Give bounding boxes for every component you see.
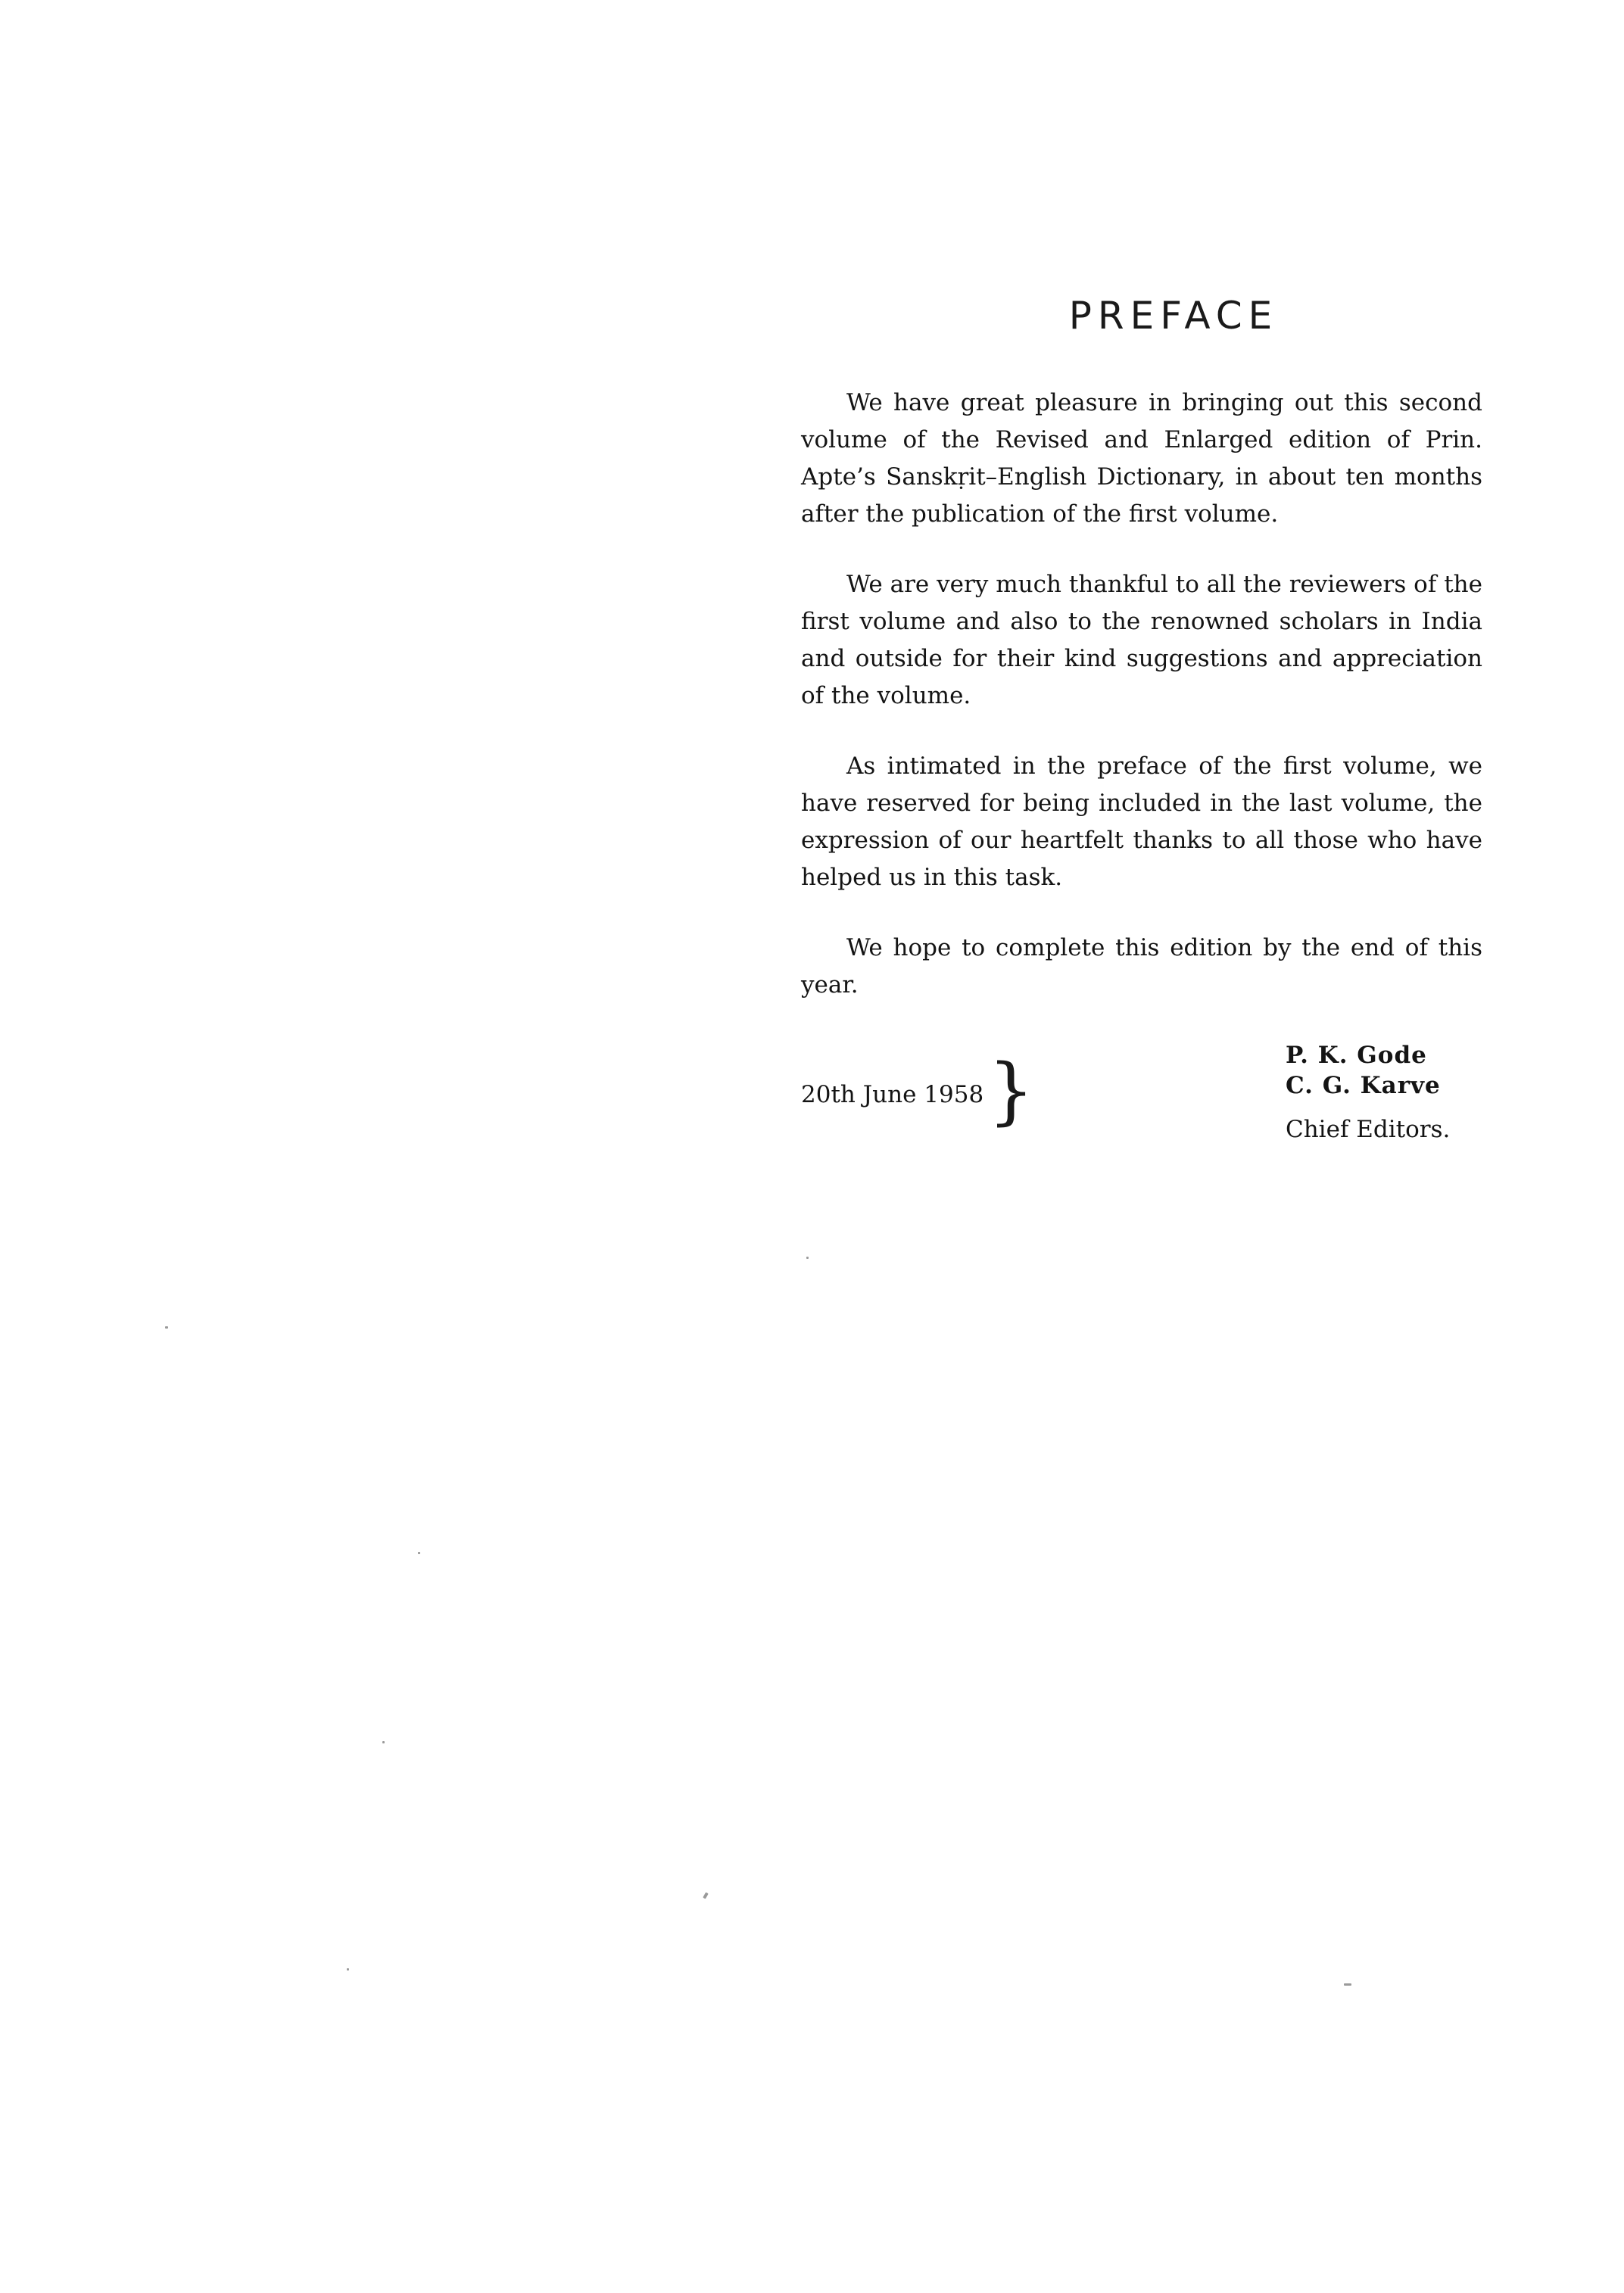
page-title: PREFACE xyxy=(1068,294,1279,338)
scan-speck xyxy=(382,1741,385,1743)
scan-speck xyxy=(703,1893,708,1899)
paragraph: We are very much thankful to all the reviewers of the first volume and also to the renowned scholars in India and outside for their kind suggestions and appreciation of the volume. xyxy=(801,571,1482,709)
preface-date: 20th June 1958 xyxy=(801,1081,984,1108)
scan-speck xyxy=(165,1326,168,1329)
scan-speck xyxy=(347,1968,349,1971)
paragraph: As intimated in the preface of the first volume, we have reserved for being included in the last volume, the expression of our heartfelt thanks to all those who have helped us in this task. xyxy=(801,752,1482,891)
signatory-role: Chief Editors. xyxy=(1286,1116,1451,1143)
signature-block xyxy=(1286,1040,1450,1148)
scan-speck xyxy=(418,1552,420,1554)
scan-speck xyxy=(806,1257,809,1259)
curly-brace-icon: } xyxy=(988,1048,1035,1133)
paragraph: We have great pleasure in bringing out this second volume of the Revised and Enlarged edition of Prin. Apte’s Sanskṛit–English Dictionary, in about ten months after the publication of the first volume. xyxy=(801,389,1482,528)
scan-speck xyxy=(1344,1983,1351,1986)
signatory-name: C. G. Karve xyxy=(1286,1072,1441,1099)
paragraph: We hope to complete this edition by the end of this year. xyxy=(801,934,1482,999)
signatory-name: P. K. Gode xyxy=(1286,1042,1427,1069)
preface-body xyxy=(801,385,1482,1037)
